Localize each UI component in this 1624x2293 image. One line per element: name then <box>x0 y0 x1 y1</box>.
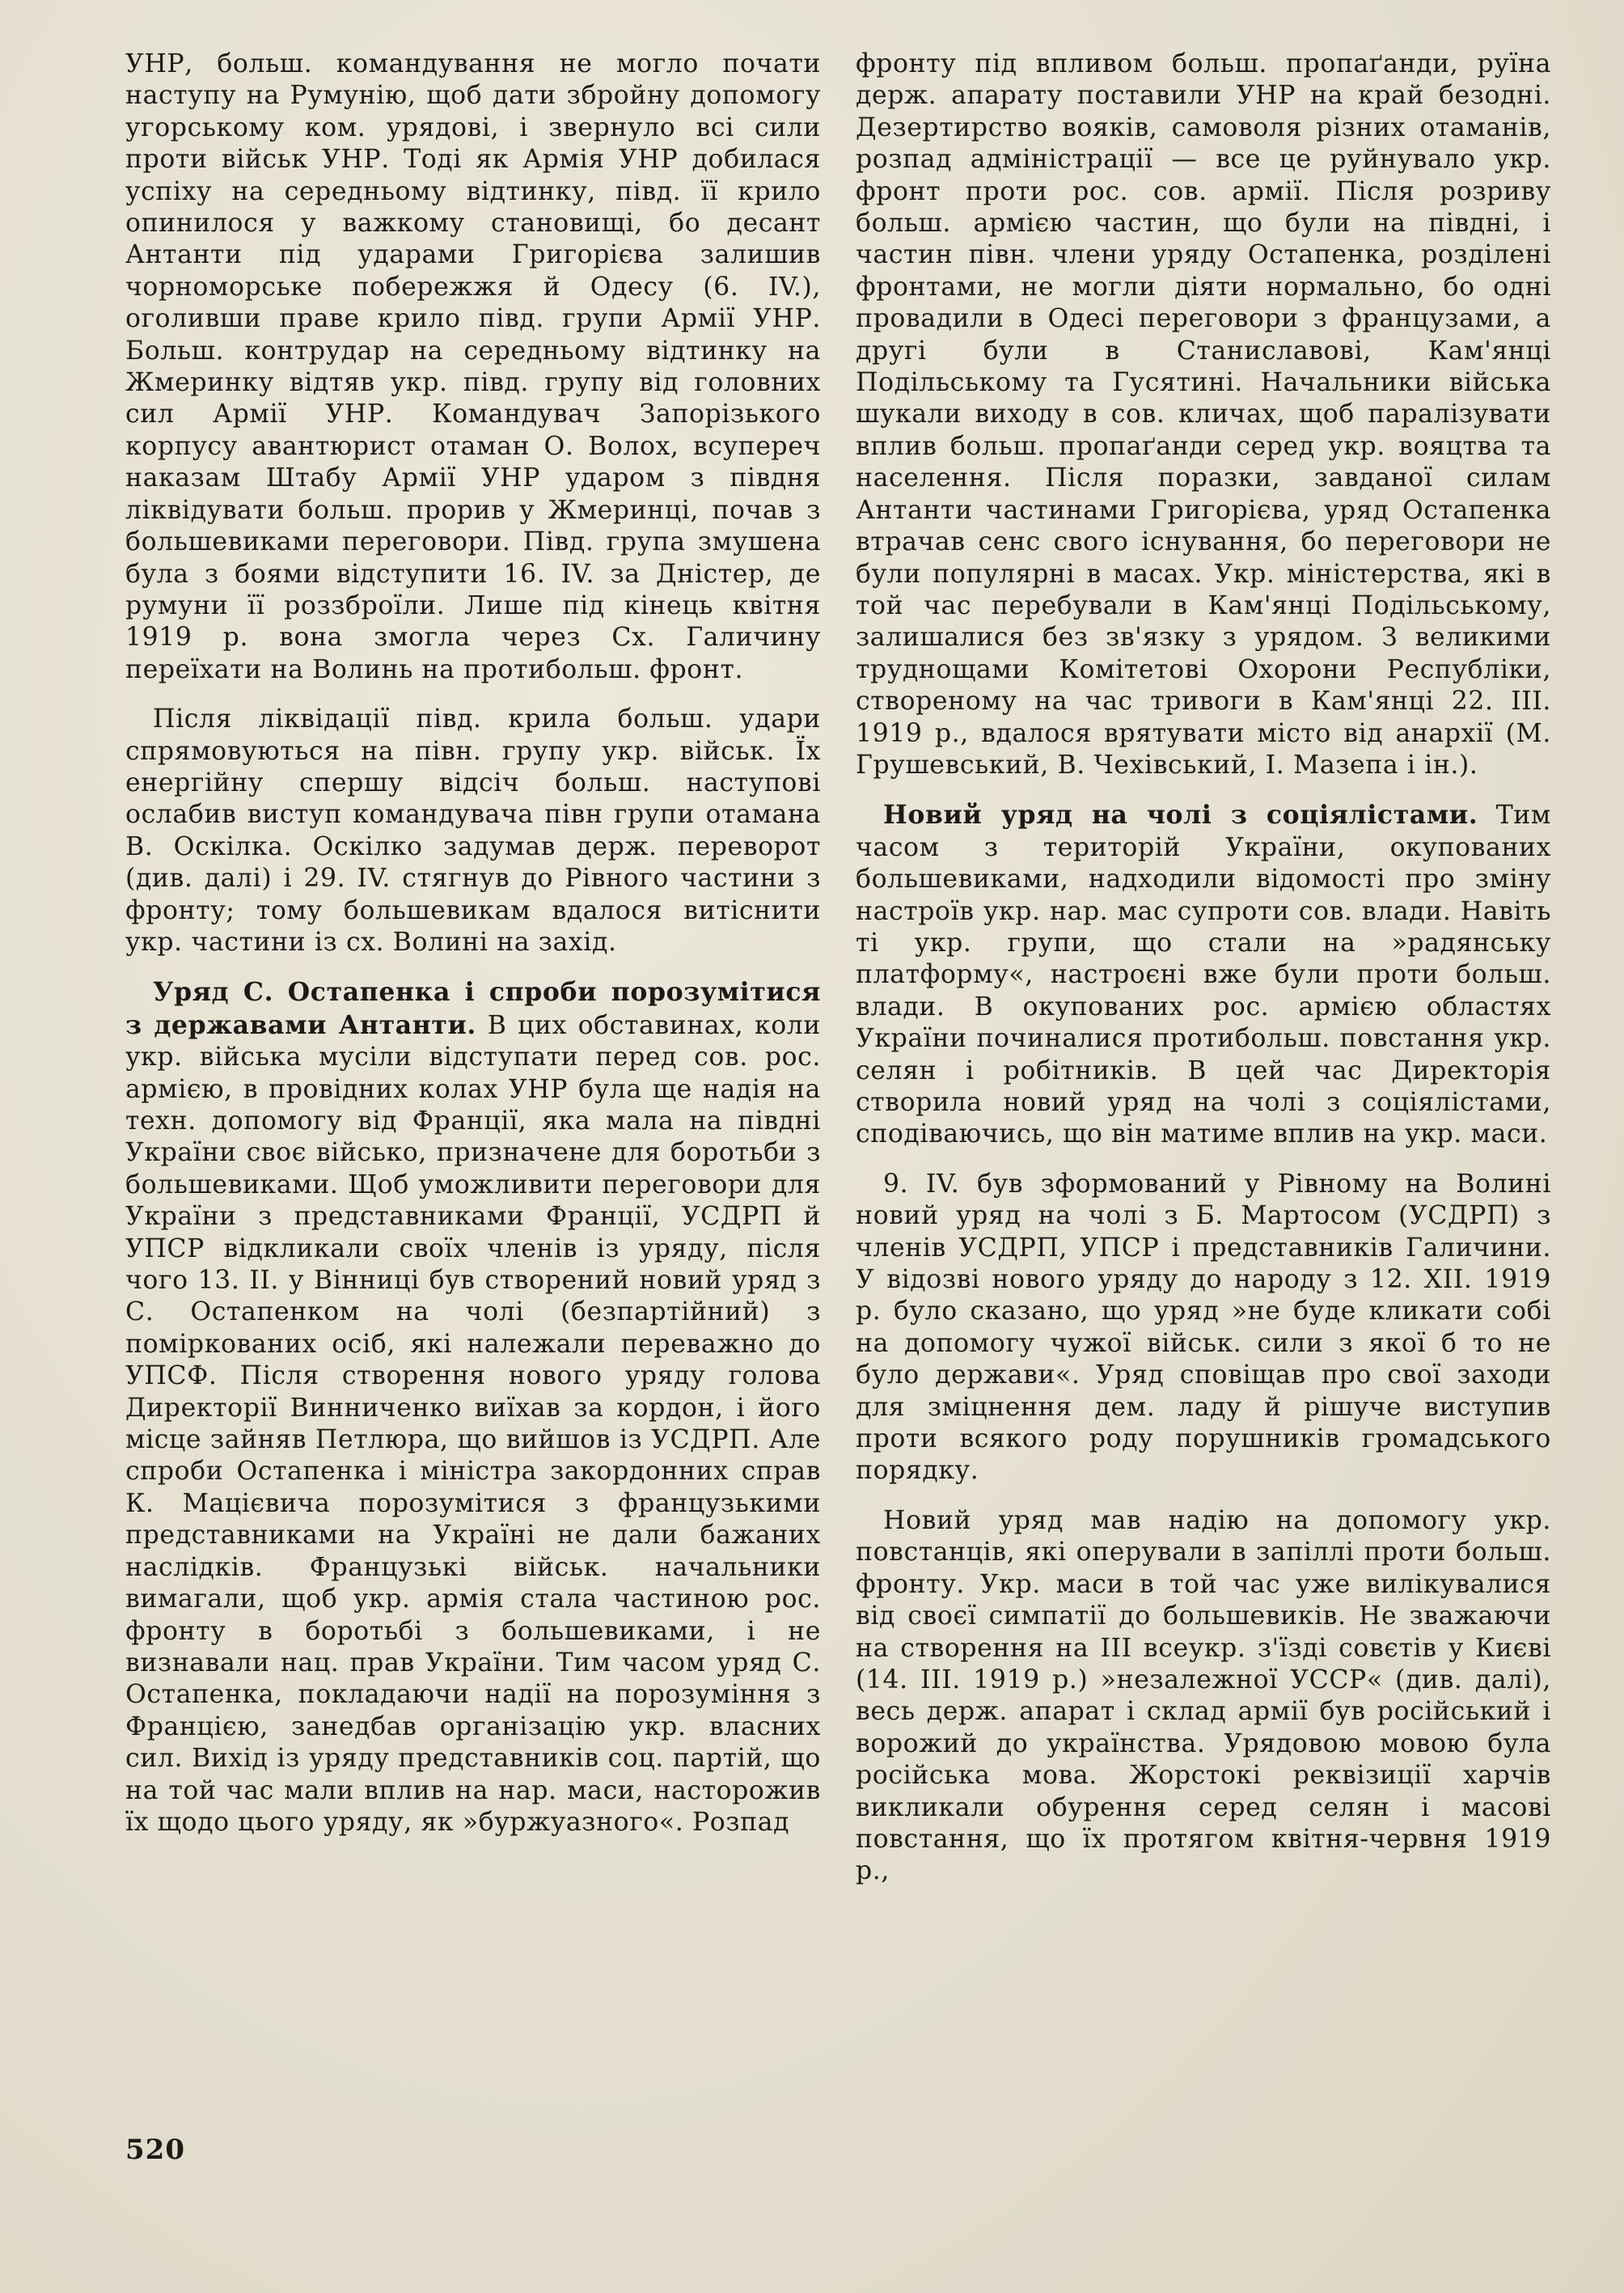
left-column <box>125 49 821 1838</box>
paragraph: Після ліквідації півд. крила больш. удари спрямовуються на півн. групу укр. військ. Їх енергійну спершу відсіч больш. наступові ослабив виступ командувача півн групи отамана В. Оскілка. Оскілко задумав держ. переворот (див. далі) і 29. IV. стягнув до Рівного частини з фронту; тому большевикам вдалося витіснити укр. частини із сх. Волині на захід. <box>125 704 821 957</box>
paragraph: УНР, больш. командування не могло почати наступу на Румунію, щоб дати збройну допомогу угорському ком. урядові, і звернуло всі сили проти військ УНР. Тоді як Армія УНР добилася успіху на середньому відтинку, півд. її крило опинилося у важкому становищі, бо десант Антанти під ударами Григорієва залишив чорноморське побережжя й Одесу (6. IV.), оголивши праве крило півд. групи Армії УНР. Больш. контрудар на середньому відтинку на Жмеринку відтяв укр. півд. групу від головних сил Армії УНР. Командувач Запорізького корпусу авантюрист отаман О. Волох, всупереч наказам Штабу Армії УНР ударом з півдня ліквідувати больш. прорив у Жмеринці, почав з большевиками переговори. Півд. група змушена була з боями відступити 16. IV. за Дністер, де румуни її роззброїли. Лише під кінець квітня 1919 р. вона змогла через Сх. Галичину переїхати на Волинь на протибольш. фронт. <box>125 49 821 684</box>
paragraph-text: В цих обставинах, коли укр. війська мусіли відступати перед сов. рос. армією, в провідних колах УНР була ще надія на техн. допомогу від Франції, яка мала на півдні України своє військо, призначене для боротьби з большевиками. Щоб уможливити переговори для України з представниками Франції, УСДРП й УПСР відкликали своїх членів із уряду, після чого 13. II. у Вінниці був створений новий уряд з С. Остапенком на чолі (безпартійний) з поміркованих осіб, які належали переважно до УПСФ. Після створення нового уряду голова Директорії Винниченко виїхав за кордон, і його місце зайняв Петлюра, що вийшов із УСДРП. Але спроби Остапенка і міністра закордонних справ К. Мацієвича порозумітися з французькими представниками на Україні не дали бажаних наслідків. Французькі військ. начальники вимагали, щоб укр. армія стала частиною рос. фронту в боротьбі з большевиками, і не визнавали нац. прав України. Тим часом уряд С. Остапенка, покладаючи надії на порозуміння з Францією, занедбав організацію укр. власних сил. Вихід із уряду представників соц. партій, що на той час мали вплив на нар. маси, насторожив їх щодо цього уряду, як »буржуазного«. Розпад <box>125 1010 822 1837</box>
section-heading: Уряд С. Остапенка і спроби порозумітися з державами Антанти. <box>125 977 821 1040</box>
section-heading: Новий уряд на чолі з соціялістами. <box>883 800 1478 831</box>
right-column <box>856 49 1551 1888</box>
page-number: 520 <box>125 2134 185 2166</box>
paragraph-text: Тим часом з територій України, окупованих большевиками, надходили відомості про зміну настроїв укр. нар. мас супроти сов. влади. Навіть ті укр. групи, що стали на »радянську платформу«, настроєні вже були проти больш. влади. В окупованих рос. армією областях України починалися протибольш. повстання укр. селян і робітників. В цей час Директорія створила новий уряд на чолі з соціялістами, сподіваючись, що він матиме вплив на укр. маси. <box>856 801 1551 1149</box>
paragraph: 9. IV. був зформований у Рівному на Волині новий уряд на чолі з Б. Мартосом (УСДРП) з членів УСДРП, УПСР і представників Галичини. У відозві нового уряду до народу з 12. XII. 1919 р. було сказано, що уряд »не буде кликати собі на допомогу чужої військ. сили з якої б то не було держави«. Уряд сповіщав про свої заходи для зміцнення дем. ладу й рішуче виступив проти всякого роду порушників громадського порядку. <box>856 1169 1551 1486</box>
paragraph <box>856 799 1551 1150</box>
paragraph <box>125 976 821 1838</box>
paragraph: Новий уряд мав надію на допомогу укр. повстанців, які оперували в запіллі проти больш. фронту. Укр. маси в той час уже вилікувалися від своєї симпатії до большевиків. Не зважаючи на створення на III всеукр. з'їзді совєтів у Києві (14. III. 1919 р.) »незалежної УССР« (див. далі), весь держ. апарат і склад армії був російський і ворожий до українства. Урядовою мовою була російська мова. Жорстокі реквізиції харчів викликали обурення серед селян і масові повстання, що їх протягом квітня-червня 1919 р., <box>856 1505 1551 1886</box>
paragraph: фронту під впливом больш. пропаґанди, руїна держ. апарату поставили УНР на край безодні. Дезертирство вояків, самоволя різних отаманів, розпад адміністрації — все це руйнувало укр. фронт проти рос. сов. армії. Після розриву больш. армією частин, що були на півдні, і частин півн. члени уряду Остапенка, розділені фронтами, не могли діяти нормально, бо одні провадили в Одесі переговори з французами, а другі були в Станиславові, Кам'янці Подільському та Гусятині. Начальники війська шукали виходу в сов. кличах, щоб паралізувати вплив больш. пропаґанди серед укр. вояцтва та населення. Після поразки, завданої силам Антанти частинами Григорієва, уряд Остапенка втрачав сенс свого існування, бо переговори не були популярні в масах. Укр. міністерства, які в той час перебували в Кам'янці Подільському, залишалися без зв'язку з урядом. З великими труднощами Комітетові Охорони Республіки, створеному на час тривоги в Кам'янці 22. III. 1919 р., вдалося врятувати місто від анархії (М. Грушевський, В. Чехівський, І. Мазепа і ін.). <box>856 49 1551 780</box>
